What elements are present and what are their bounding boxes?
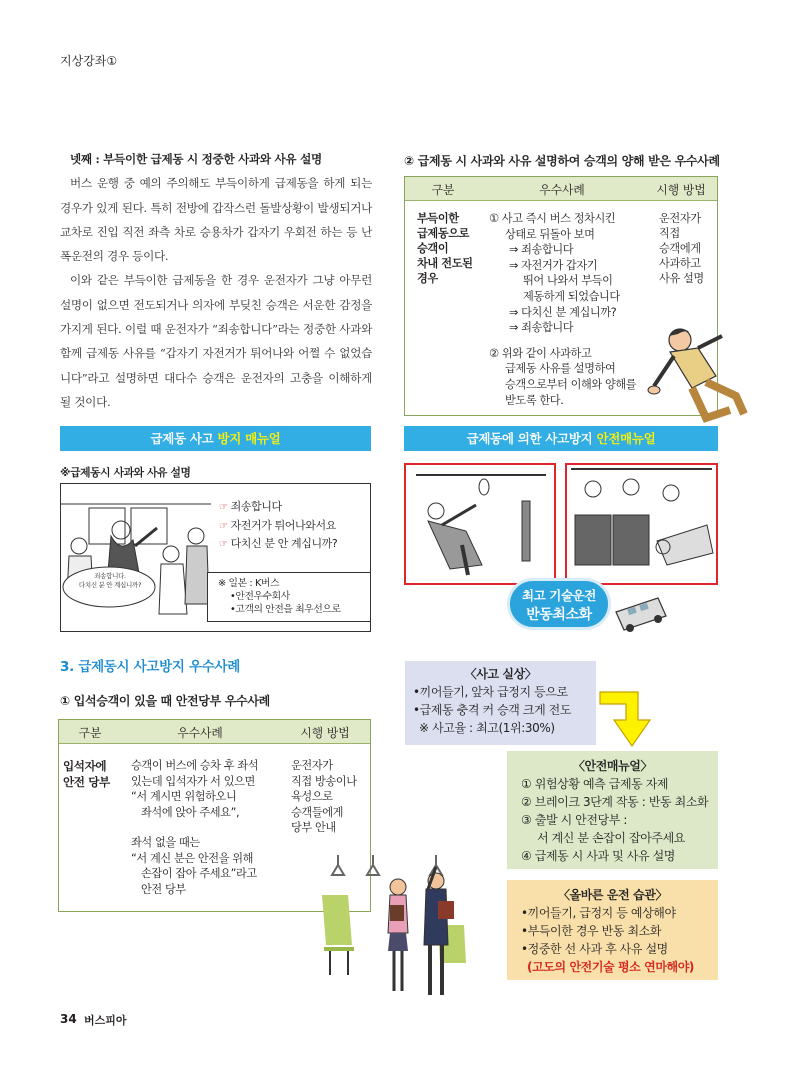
cell-line: “서 계시면 위험하오니 <box>131 790 237 803</box>
note-item: •안전우수회사 <box>230 591 290 602</box>
bus-seats-drawing <box>567 465 716 583</box>
cell-line: “서 계신 분은 안전을 위해 <box>131 851 254 865</box>
cell-line: 있는데 입석자가 서 있으면 <box>131 774 255 788</box>
cell-line: 좌석에 앉아 주세요”, <box>141 805 240 819</box>
standing-passenger-illustration <box>404 463 556 585</box>
cell-line <box>131 820 258 835</box>
cell-line: 사과하고 <box>659 257 701 270</box>
header-case: 우수사례 <box>177 726 223 740</box>
bus-driver-cartoon <box>61 484 211 631</box>
cartoon-caption: ※급제동시 사과와 사유 설명 <box>60 466 191 479</box>
bar-highlight: 안전매뉴얼 <box>596 431 656 446</box>
cell-line: 좌석 없을 때는 <box>131 836 200 849</box>
cell-line: ② 위와 같이 사과하고 <box>489 346 592 360</box>
method-cell <box>659 211 704 286</box>
habit-title: 〈올바른 운전 습관〉 <box>557 888 668 902</box>
page-number: 34 <box>60 1012 77 1026</box>
manual-item: ③ 출발 시 안전당부 : <box>521 813 628 827</box>
cell-line: 승객에게 <box>659 242 701 255</box>
running-header: 지상강좌① <box>60 54 118 68</box>
japan-note-box <box>207 572 371 622</box>
fact-item: •급제동 충격 커 승객 크게 전도 <box>413 703 572 717</box>
cell-line: 육성으로 <box>291 790 333 803</box>
tech-badge <box>507 578 611 630</box>
header-category: 구분 <box>431 183 455 197</box>
cell-line: 뛰어 나와서 부득이 <box>523 274 613 288</box>
header-method: 시행 방법 <box>300 726 350 740</box>
apology-text: 자전거가 튀어나와서요 <box>230 518 336 532</box>
category-cell <box>417 211 473 286</box>
cell-line: 직접 <box>659 227 680 240</box>
braking-bus-icon <box>612 592 670 634</box>
pointing-hand-icon: ☞ <box>219 502 228 513</box>
cell-line: 상태로 뒤돌아 보며 <box>505 227 595 241</box>
header-category: 구분 <box>78 726 102 740</box>
cell-line: 급제동 사유를 설명하여 <box>505 362 616 376</box>
case-cell <box>131 758 258 897</box>
cell-line: ① 사고 즉시 버스 정차시킨 <box>489 212 616 225</box>
apology-text: 다치신 분 안 계십니까? <box>230 537 338 550</box>
note-item: •고객의 안전을 최우선으로 <box>230 604 341 615</box>
cell-line: ⇒ 다치신 분 계십니까? <box>509 305 617 319</box>
cell-line: ⇒ 자전거가 갑자기 <box>509 258 598 272</box>
bubble-line: 죄송합니다. <box>94 572 126 580</box>
section-bar-left <box>60 426 371 451</box>
apology-text: 죄송합니다 <box>230 500 282 513</box>
cell-line: 손잡이 잡아 주세요”라고 <box>141 867 257 880</box>
falling-passenger-illustration <box>640 318 750 430</box>
section3-title: 3. 급제동시 사고방지 우수사례 <box>60 659 241 675</box>
manual-item: ④ 급제동 시 사과 및 사유 설명 <box>521 849 675 863</box>
habit-item: •끼어들기, 급정지 등 예상해야 <box>521 906 676 920</box>
cell-line: 급제동으로 <box>417 227 470 240</box>
section-title: ② 급제동 시 사과와 사유 설명하여 승객의 양해 받은 우수사례 <box>404 154 720 168</box>
bar-text: 급제동 사고 <box>150 431 218 446</box>
section-bar-right <box>404 426 718 451</box>
cell-line: 승객이 <box>417 242 449 255</box>
manual-item: 서 계신 분 손잡이 잡아주세요 <box>537 831 685 845</box>
fallen-passenger-illustration <box>565 463 718 585</box>
cell-line: 승객이 버스에 승차 후 좌석 <box>131 759 259 772</box>
down-arrow-icon <box>598 686 668 750</box>
cell-line: 안전 당부 <box>141 882 186 896</box>
cell-line: 안전 당부 <box>63 775 110 789</box>
badge-line: 반동최소화 <box>526 607 592 623</box>
manual-item: ① 위험상황 예측 급제동 자제 <box>521 777 669 791</box>
safety-manual-box <box>507 751 718 869</box>
cartoon-frame <box>60 483 371 632</box>
bus-interior-drawing <box>406 465 554 583</box>
paragraph-heading: 넷째 : 부득이한 급제동 시 정중한 사과와 사유 설명 <box>70 152 322 166</box>
magazine-name: 버스피아 <box>84 1014 127 1027</box>
category-cell <box>63 758 110 790</box>
driving-habit-box <box>507 880 718 980</box>
cell-line: 받도록 한다. <box>505 393 564 407</box>
cell-line: 당부 안내 <box>291 821 336 834</box>
apology-item <box>219 517 337 536</box>
habit-item: •부득이한 경우 반동 최소화 <box>521 924 662 938</box>
cell-line <box>489 336 636 346</box>
header-case: 우수사례 <box>539 183 585 197</box>
japan-note <box>218 577 341 616</box>
manual-title: 〈안전매뉴얼〉 <box>572 759 653 773</box>
bubble-line: 다치신 분 안 계십니까? <box>78 581 142 589</box>
bar-text: 급제동에 의한 사고방지 <box>466 431 597 446</box>
apology-list <box>219 498 337 554</box>
habit-emphasis: (고도의 안전기술 평소 연마해야) <box>527 960 694 974</box>
manual-item: ② 브레이크 3단계 작동 : 반동 최소화 <box>521 795 709 809</box>
cell-line: 운전자가 <box>291 759 333 772</box>
speech-bubble <box>67 572 153 590</box>
bar-highlight: 방지 매뉴얼 <box>217 431 281 446</box>
pointing-hand-icon: ☞ <box>219 520 228 532</box>
method-cell <box>291 758 357 836</box>
apology-item <box>219 535 337 554</box>
apology-item <box>219 498 337 517</box>
paragraph: 이와 같은 부득이한 급제동을 한 경우 운전자가 그냥 아무런 설명이 없으면 전도되거나 의자에 부딪친 승객은 서운한 감정을 가지게 된다. 이럴 때 운전자가 “죄송합니다”라는 정중한 사과와 함께 급제동 사유를 “갑자기 자전거가 튀어나와 어쩔 수 없었습니다”라고 설명하면 대다수 승객은 운전자의 고충을 이해하게 될 것이다. <box>60 273 372 409</box>
accident-fact-box <box>405 661 596 745</box>
cell-line: 운전자가 <box>659 212 701 225</box>
cell-line: 입석자에 <box>63 759 107 773</box>
case-cell <box>489 211 636 408</box>
section3-subtitle: ① 입석승객이 있을 때 안전당부 우수사례 <box>60 694 270 708</box>
cell-line: 승객들에게 <box>291 805 344 819</box>
cell-line: ⇒ 죄송합니다 <box>509 243 574 257</box>
fact-item: •끼어들기, 앞차 급정지 등으로 <box>413 685 568 699</box>
cell-line: 제동하게 되었습니다 <box>523 289 620 303</box>
cell-line: 사유 설명 <box>659 272 704 285</box>
cell-line: 직접 방송이나 <box>291 774 357 788</box>
habit-item: •정중한 선 사과 후 사유 설명 <box>521 942 668 956</box>
note-title: ※ 일본 : K버스 <box>218 578 280 589</box>
cell-line: ⇒ 죄송합니다 <box>509 321 574 335</box>
paragraph: 버스 운행 중 예의 주의해도 부득이하게 급제동을 하게 되는 경우가 있게 된다. 특히 전방에 갑작스런 돌발상황이 발생되거나 교차로 진입 직전 좌측 차로 승용차가 갑자기 우회전 하는 등 난폭운전의 경우 등이다. <box>60 176 372 264</box>
fact-title: 〈사고 실상〉 <box>464 667 537 681</box>
pointing-hand-icon: ☞ <box>219 539 228 550</box>
badge-line: 최고 기술운전 <box>521 588 596 603</box>
cell-line: 승객으로부터 이해와 양해를 <box>505 377 637 391</box>
article-body <box>60 147 372 414</box>
cell-line: 부득이한 <box>417 212 459 225</box>
header-method: 시행 방법 <box>656 183 706 197</box>
standing-passengers-illustration <box>318 855 470 1001</box>
cell-line: 차내 전도된 <box>417 257 473 270</box>
cell-line: 경우 <box>417 272 438 285</box>
fact-item: ※ 사고율 : 최고(1위:30%) <box>419 721 555 735</box>
